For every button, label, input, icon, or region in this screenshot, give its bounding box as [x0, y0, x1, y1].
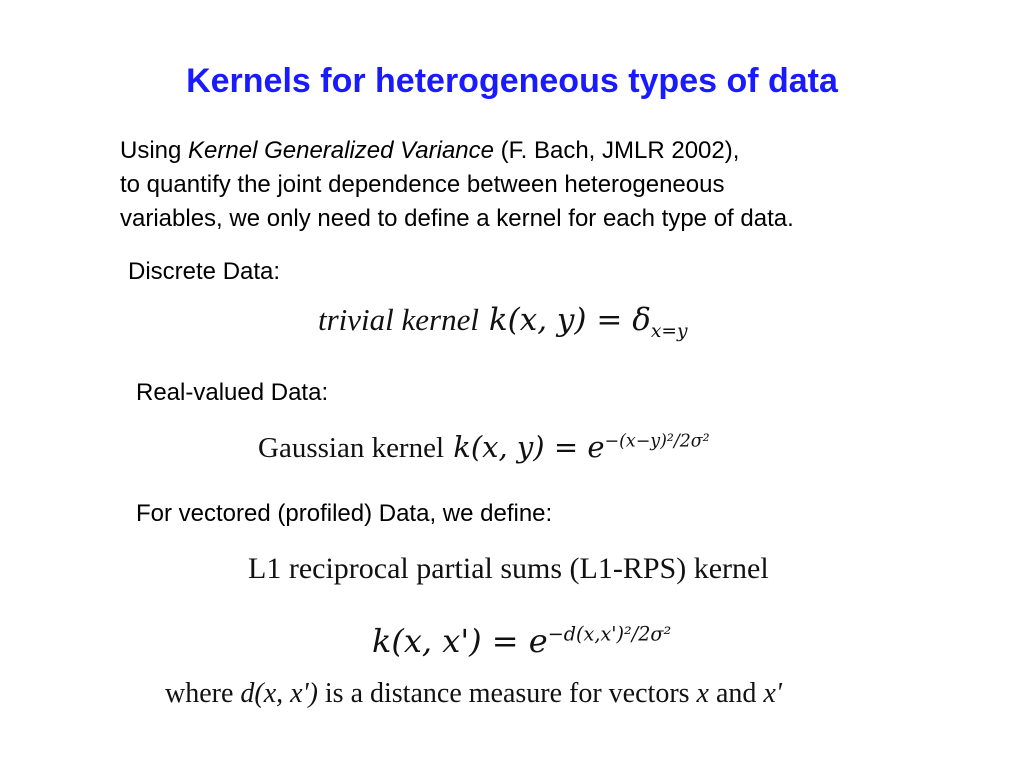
- vector-x-prime: x': [763, 678, 782, 709]
- trivial-kernel-formula: [318, 302, 687, 342]
- intro-citation: (F. Bach, JMLR 2002),: [493, 137, 740, 164]
- intro-line-2: to quantify the joint dependence between heterogeneous: [120, 171, 725, 198]
- intro-prefix: Using: [120, 137, 189, 164]
- l1-rps-formula: [372, 622, 671, 660]
- intro-line-1: [120, 134, 794, 168]
- gaussian-base: e: [587, 430, 605, 464]
- trivial-kernel-lhs: k(x, y) =: [488, 302, 623, 338]
- trivial-kernel-name: trivial kernel: [318, 302, 479, 337]
- delta-subscript: x=y: [650, 321, 688, 343]
- l1-rps-exponent: −d(x,x')²/2σ²: [547, 622, 672, 646]
- distance-definition: [165, 678, 782, 710]
- where-prefix: where: [165, 678, 241, 709]
- l1-rps-kernel-name: L1 reciprocal partial sums (L1-RPS) kernel: [248, 552, 769, 585]
- discrete-data-label: Discrete Data:: [128, 258, 281, 285]
- slide-title: Kernels for heterogeneous types of data: [186, 62, 838, 100]
- l1-rps-lhs: k(x, x') =: [372, 622, 519, 660]
- where-middle: is a distance measure for vectors: [317, 678, 697, 709]
- real-data-label: Real-valued Data:: [136, 379, 329, 406]
- distance-function: d(x, x'): [240, 678, 318, 709]
- delta-symbol: δ: [632, 302, 651, 338]
- gaussian-kernel-name: Gaussian kernel: [258, 432, 445, 464]
- vector-data-label: For vectored (profiled) Data, we define:: [136, 500, 553, 527]
- l1-rps-base: e: [528, 622, 548, 660]
- intro-line-3: variables, we only need to define a kernel for each type of data.: [120, 205, 794, 232]
- vector-x: x: [696, 678, 709, 709]
- where-and: and: [708, 678, 764, 709]
- gaussian-kernel-formula: [258, 430, 710, 465]
- gaussian-exponent: −(x−y)²/2σ²: [604, 431, 710, 452]
- gaussian-kernel-lhs: k(x, y) =: [453, 430, 579, 464]
- intro-paragraph: [120, 134, 794, 236]
- intro-method-name: Kernel Generalized Variance: [188, 137, 494, 164]
